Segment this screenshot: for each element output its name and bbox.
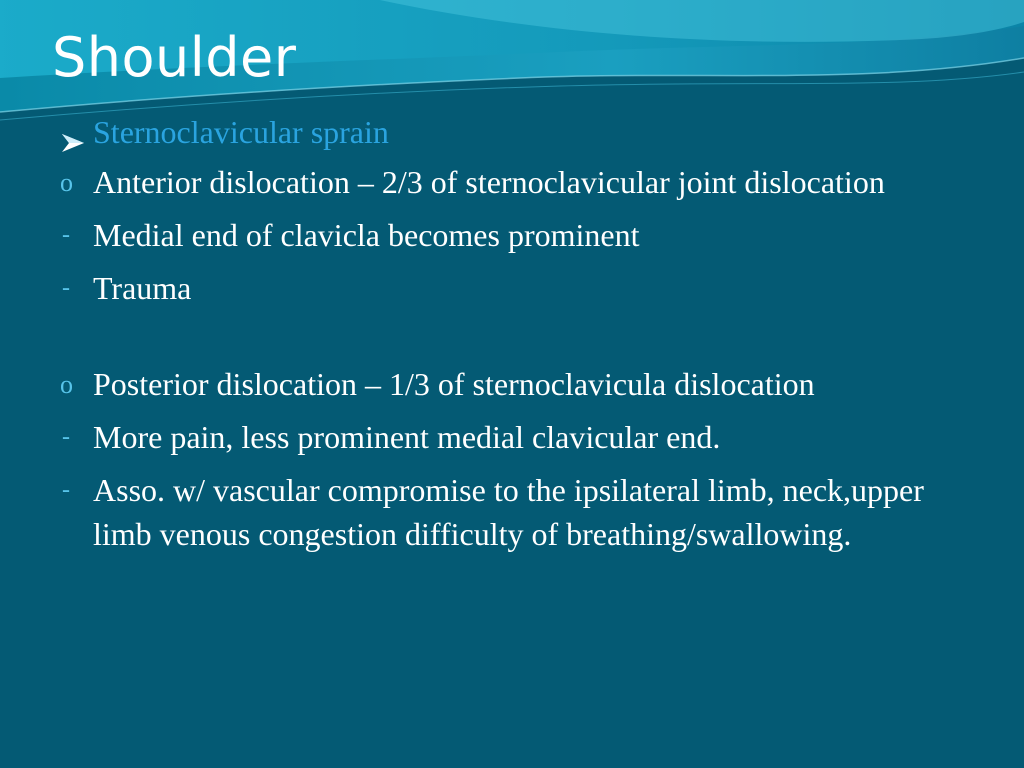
bullet-marker: - bbox=[62, 222, 70, 248]
bullet-text: More pain, less prominent medial clavicular end. bbox=[93, 419, 721, 455]
bullet-item bbox=[60, 160, 980, 204]
bullet-text: Posterior dislocation – 1/3 of sternoclavicula dislocation bbox=[93, 366, 815, 402]
bullet-text: Medial end of clavicla becomes prominent bbox=[93, 217, 640, 253]
bullet-item bbox=[60, 415, 980, 459]
subtitle-item bbox=[60, 110, 980, 154]
bullet-item bbox=[60, 213, 980, 257]
bullet-marker: - bbox=[62, 275, 70, 301]
slide-body bbox=[60, 110, 980, 565]
bullet-marker: o bbox=[60, 168, 73, 197]
bullet-text: Trauma bbox=[93, 270, 192, 306]
bullet-item bbox=[60, 362, 980, 406]
bullet-marker: - bbox=[62, 477, 70, 503]
subtitle-text: Sternoclavicular sprain bbox=[93, 114, 389, 150]
spacer bbox=[60, 319, 980, 362]
bullet-text: Anterior dislocation – 2/3 of sternoclavicular joint dislocation bbox=[93, 164, 885, 200]
arrowhead-bullet-icon bbox=[60, 123, 88, 143]
bullet-item bbox=[60, 468, 980, 556]
bullet-marker: - bbox=[62, 424, 70, 450]
bullet-text: Asso. w/ vascular compromise to the ipsilateral limb, neck,upper limb venous congestion difficulty of breathing/swallowing. bbox=[93, 472, 924, 552]
slide-title: Shoulder bbox=[52, 26, 297, 89]
bullet-item bbox=[60, 266, 980, 310]
bullet-marker: o bbox=[60, 370, 73, 399]
